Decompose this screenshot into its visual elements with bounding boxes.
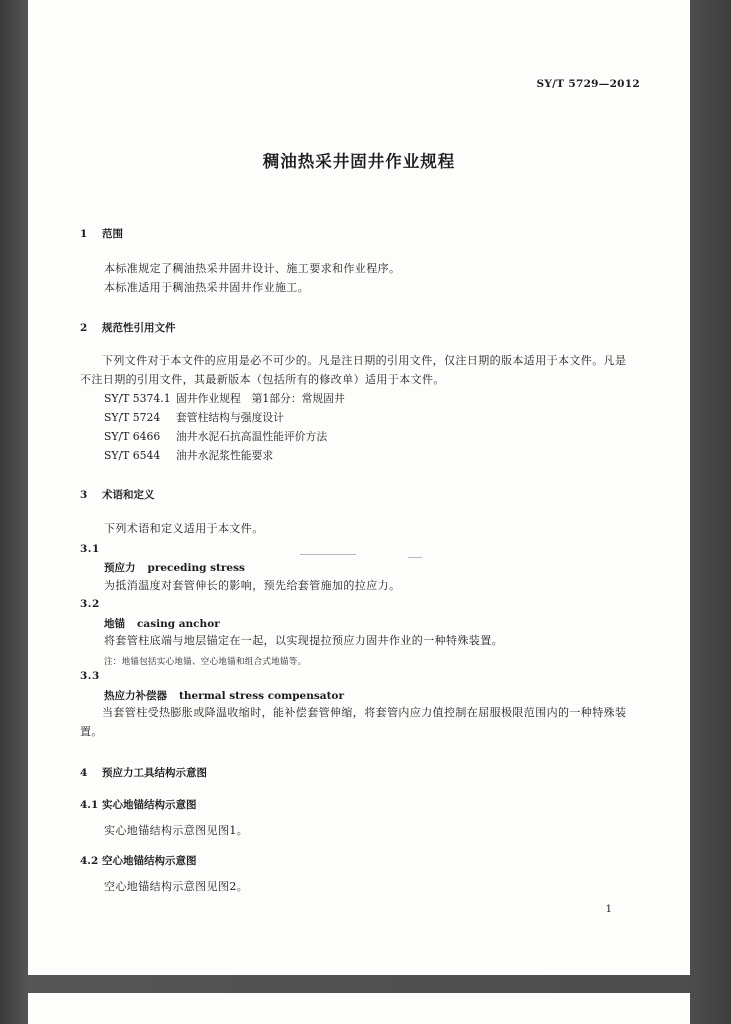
reference-item (104, 391, 345, 406)
subsection-heading (80, 797, 197, 812)
term-zh: 热应力补偿器 (104, 690, 167, 702)
term-en: casing anchor (137, 618, 220, 630)
page-number: 1 (605, 904, 612, 915)
section-number: 3 (80, 489, 88, 501)
section-number: 4 (80, 767, 88, 779)
section-title: 规范性引用文件 (102, 322, 176, 334)
reference-code: SY/T 5374.1 (104, 392, 171, 405)
subsection-number: 4.1 (80, 799, 99, 811)
term-heading (104, 560, 245, 575)
section-number: 2 (80, 322, 88, 334)
term-definition: 将套管柱底端与地层锚定在一起，以实现提拉预应力固井作业的一种特殊装置。 (104, 634, 503, 647)
reference-item (104, 429, 327, 444)
section-heading-normative-refs (80, 320, 176, 335)
section-heading-scope (80, 226, 123, 241)
section-title: 范围 (102, 228, 123, 240)
reference-title: 油井水泥石抗高温性能评价方法 (176, 430, 328, 443)
paragraph: 本标准规定了稠油热采井固井设计、施工要求和作业程序。 (104, 262, 401, 275)
term-heading (104, 688, 344, 703)
paragraph: 本标准适用于稠油热采井固井作业施工。 (104, 281, 310, 294)
paragraph: 下列术语和定义适用于本文件。 (104, 522, 264, 535)
subsection-title: 空心地锚结构示意图 (102, 855, 197, 867)
paragraph: 下列文件对于本文件的应用是必不可少的。凡是注日期的引用文件，仅注日期的版本适用于本文件。凡是不注日期的引用文件，其最新版本（包括所有的修改单）适用于本文件。 (80, 354, 627, 386)
term-en: thermal stress compensator (179, 690, 344, 702)
section-heading-terms (80, 487, 155, 502)
reference-code: SY/T 6544 (104, 449, 161, 462)
scan-artifact (300, 554, 356, 555)
section-number: 1 (80, 228, 88, 240)
term-note: 注：地锚包括实心地锚、空心地锚和组合式地锚等。 (104, 657, 307, 667)
section-title: 预应力工具结构示意图 (102, 767, 207, 779)
term-number: 3.1 (80, 543, 100, 555)
scan-artifact (408, 557, 422, 558)
reference-item (104, 410, 284, 425)
term-definition: 为抵消温度对套管伸长的影响，预先给套管施加的拉应力。 (104, 579, 401, 592)
subsection-title: 实心地锚结构示意图 (102, 799, 197, 811)
document-title: 稠油热采井固井作业规程 (262, 152, 456, 171)
reference-title: 固井作业规程 第1部分：常规固井 (176, 392, 345, 405)
term-en: preceding stress (147, 562, 245, 574)
reference-item (104, 448, 273, 463)
reference-code: SY/T 6466 (104, 430, 161, 443)
paragraph: 实心地锚结构示意图见图1。 (104, 824, 249, 837)
term-definition: 当套管柱受热膨胀或降温收缩时，能补偿套管伸缩，将套管内应力值控制在屈服极限范围内的一种特殊装置。 (80, 706, 627, 738)
standard-code: SY/T 5729—2012 (536, 78, 640, 90)
term-number: 3.2 (80, 598, 100, 610)
term-zh: 预应力 (104, 562, 136, 574)
term-zh: 地锚 (104, 618, 125, 630)
reference-title: 套管柱结构与强度设计 (176, 411, 284, 424)
paragraph: 空心地锚结构示意图见图2。 (104, 880, 249, 893)
subsection-number: 4.2 (80, 855, 99, 867)
next-document-page (28, 993, 690, 1024)
reference-code: SY/T 5724 (104, 411, 161, 424)
subsection-heading (80, 853, 197, 868)
section-title: 术语和定义 (102, 489, 155, 501)
reference-title: 油井水泥浆性能要求 (176, 449, 274, 462)
document-page (28, 0, 690, 975)
section-heading-diagrams (80, 765, 207, 780)
term-heading (104, 616, 220, 631)
term-number: 3.3 (80, 670, 100, 682)
